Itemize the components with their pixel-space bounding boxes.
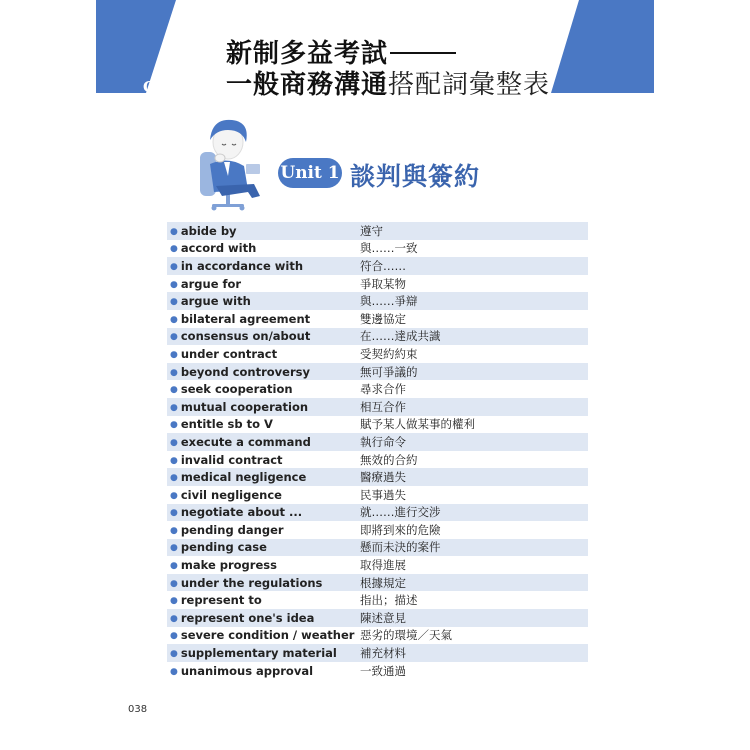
table-row <box>167 451 588 469</box>
table-row <box>167 591 588 609</box>
term-zh: 無效的合約 <box>360 452 418 467</box>
table-row <box>167 662 588 680</box>
term-en <box>167 540 360 554</box>
term-en-text: pending danger <box>180 522 284 537</box>
term-en-text: severe condition / weather <box>180 628 355 643</box>
term-en <box>167 294 360 308</box>
term-en-text: bilateral agreement <box>180 311 311 326</box>
term-zh: 民事過失 <box>360 487 406 502</box>
term-en <box>167 611 360 625</box>
bullet-icon: ● <box>170 402 178 413</box>
term-en <box>167 277 360 291</box>
term-en-text: argue for <box>180 276 242 291</box>
term-en-text: medical negligence <box>180 470 307 485</box>
table-row <box>167 521 588 539</box>
table-row <box>167 433 588 451</box>
chapter-title-line2 <box>226 64 550 101</box>
term-en <box>167 576 360 590</box>
term-en <box>167 628 360 642</box>
term-en-text: make progress <box>180 558 277 573</box>
bullet-icon: ● <box>170 508 178 519</box>
bullet-icon: ● <box>170 578 178 589</box>
table-row <box>167 363 588 381</box>
term-en-text: unanimous approval <box>180 663 314 678</box>
term-en <box>167 329 360 343</box>
term-en-text: in accordance with <box>180 258 304 273</box>
vocabulary-table <box>167 222 588 679</box>
bullet-icon: ● <box>170 525 178 536</box>
bullet-icon: ● <box>170 561 178 572</box>
bullet-icon: ● <box>170 314 178 325</box>
businessman-illustration-icon <box>188 112 270 212</box>
term-en <box>167 259 360 273</box>
term-en <box>167 382 360 396</box>
term-zh: 無可爭議的 <box>360 364 418 379</box>
term-en <box>167 593 360 607</box>
bullet-icon: ● <box>170 226 178 237</box>
table-row <box>167 345 588 363</box>
bullet-icon: ● <box>170 279 178 290</box>
table-row <box>167 504 588 522</box>
term-en-text: consensus on/about <box>180 329 311 344</box>
table-row <box>167 539 588 557</box>
table-row <box>167 222 588 240</box>
table-row <box>167 556 588 574</box>
term-zh: 指出；描述 <box>360 593 418 608</box>
bullet-icon: ● <box>170 473 178 484</box>
unit-title: 談判與簽約 <box>350 162 481 191</box>
term-en <box>167 435 360 449</box>
bullet-icon: ● <box>170 332 178 343</box>
term-en <box>167 365 360 379</box>
term-en-text: execute a command <box>180 434 311 449</box>
term-zh: 遵守 <box>360 223 383 238</box>
bullet-icon: ● <box>170 297 178 308</box>
term-zh: 爭取某物 <box>360 276 406 291</box>
bullet-icon: ● <box>170 244 178 255</box>
bullet-icon: ● <box>170 666 178 677</box>
term-zh: 補充材料 <box>360 646 406 661</box>
table-row <box>167 257 588 275</box>
unit-badge: Unit 1 <box>278 158 342 188</box>
table-row <box>167 644 588 662</box>
bullet-icon: ● <box>170 261 178 272</box>
term-en <box>167 224 360 238</box>
term-en-text: seek cooperation <box>180 382 293 397</box>
term-en <box>167 453 360 467</box>
term-zh: 賦予某人做某事的權利 <box>360 417 475 432</box>
table-row <box>167 275 588 293</box>
chapter-title-main: 新制多益考試 <box>226 39 389 69</box>
term-zh: 懸而未決的案件 <box>360 540 441 555</box>
term-zh: 與……一致 <box>360 241 418 256</box>
bullet-icon: ● <box>170 420 178 431</box>
term-zh: 執行命令 <box>360 434 406 449</box>
term-zh: 陳述意見 <box>360 610 406 625</box>
term-en-text: beyond controversy <box>180 364 310 379</box>
bullet-icon: ● <box>170 649 178 660</box>
term-en <box>167 558 360 572</box>
bullet-icon: ● <box>170 455 178 466</box>
term-en <box>167 347 360 361</box>
bullet-icon: ● <box>170 437 178 448</box>
term-en-text: civil negligence <box>180 487 282 502</box>
term-en <box>167 241 360 255</box>
bullet-icon: ● <box>170 596 178 607</box>
term-en-text: under contract <box>180 346 278 361</box>
term-en <box>167 505 360 519</box>
term-en <box>167 417 360 431</box>
term-en <box>167 664 360 678</box>
term-zh: 符合…… <box>360 258 406 273</box>
term-en <box>167 400 360 414</box>
term-en <box>167 523 360 537</box>
chapter-word: Chapter <box>143 78 211 96</box>
table-row <box>167 398 588 416</box>
term-zh: 即將到來的危險 <box>360 522 441 537</box>
table-row <box>167 609 588 627</box>
chapter-label <box>143 62 234 104</box>
table-row <box>167 328 588 346</box>
term-en-text: argue with <box>180 294 251 309</box>
term-en-text: mutual cooperation <box>180 399 309 414</box>
term-en-text: under the regulations <box>180 575 323 590</box>
term-en <box>167 488 360 502</box>
term-zh: 受契約約束 <box>360 346 418 361</box>
term-zh: 雙邊協定 <box>360 311 406 326</box>
term-zh: 就……進行交涉 <box>360 505 441 520</box>
bullet-icon: ● <box>170 631 178 642</box>
term-zh: 尋求合作 <box>360 382 406 397</box>
table-row <box>167 627 588 645</box>
bullet-icon: ● <box>170 367 178 378</box>
term-zh: 與……爭辯 <box>360 294 418 309</box>
term-en-text: represent one's idea <box>180 610 315 625</box>
title-dash <box>390 52 456 54</box>
table-row <box>167 310 588 328</box>
bullet-icon: ● <box>170 613 178 624</box>
table-row <box>167 486 588 504</box>
term-en-text: pending case <box>180 540 267 555</box>
table-row <box>167 380 588 398</box>
term-en-text: supplementary material <box>180 646 337 661</box>
bullet-icon: ● <box>170 490 178 501</box>
term-en-text: invalid contract <box>180 452 283 467</box>
bullet-icon: ● <box>170 385 178 396</box>
term-zh: 一致通過 <box>360 663 406 678</box>
table-row <box>167 292 588 310</box>
term-zh: 取得進展 <box>360 558 406 573</box>
term-en-text: abide by <box>180 223 237 238</box>
table-row <box>167 416 588 434</box>
bullet-icon: ● <box>170 349 178 360</box>
table-row <box>167 574 588 592</box>
page-number: 038 <box>128 704 148 715</box>
chapter-subtitle-light: 搭配詞彙整表 <box>388 70 551 100</box>
term-zh: 在……達成共識 <box>360 329 441 344</box>
chapter-number: 1 <box>211 66 234 104</box>
term-zh: 相互合作 <box>360 399 406 414</box>
term-en <box>167 470 360 484</box>
term-en <box>167 646 360 660</box>
term-zh: 醫療過失 <box>360 470 406 485</box>
term-en-text: represent to <box>180 593 262 608</box>
term-en-text: negotiate about ... <box>180 505 303 520</box>
term-zh: 根據規定 <box>360 575 406 590</box>
term-en-text: entitle sb to V <box>180 417 273 432</box>
term-en <box>167 312 360 326</box>
term-zh: 惡劣的環境／天氣 <box>360 628 452 643</box>
chapter-subtitle-bold: 一般商務溝通 <box>226 70 389 100</box>
table-row <box>167 468 588 486</box>
term-en-text: accord with <box>180 241 257 256</box>
table-row <box>167 240 588 258</box>
bullet-icon: ● <box>170 543 178 554</box>
